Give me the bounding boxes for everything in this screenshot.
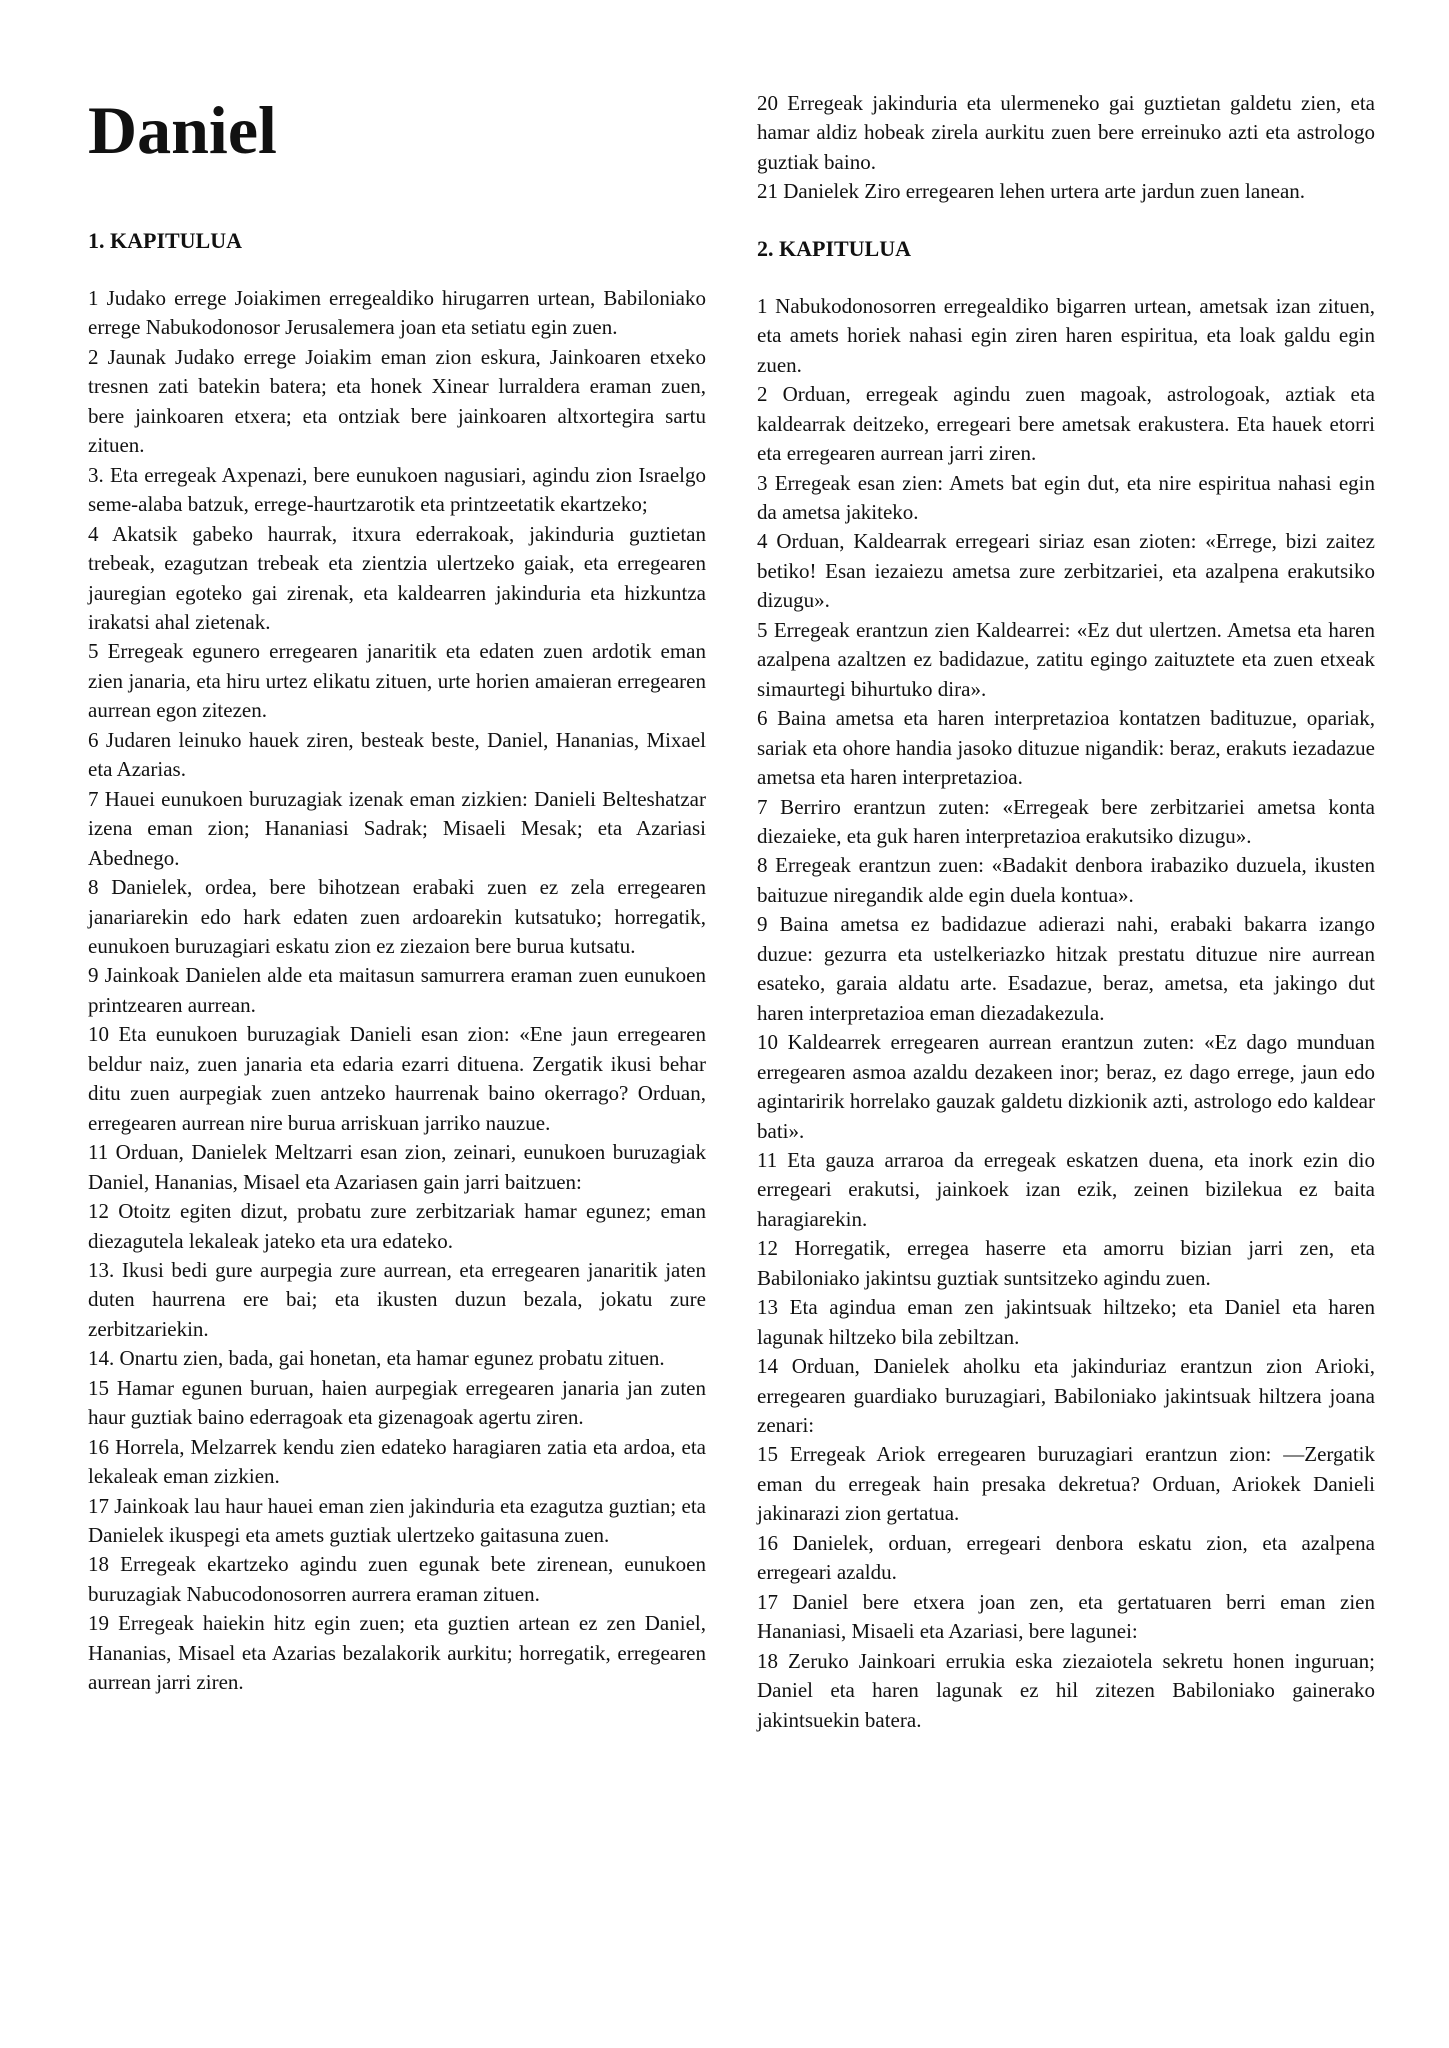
- chapter-2-heading: 2. KAPITULUA: [757, 235, 912, 261]
- verse-1-4: 4 Akatsik gabeko haurrak, itxura ederrakoak, jakinduria guztietan trebeak, ezagutzan trebeak eta zientzia ulertzeko gaiak, eta erregearen jauregian egoteko gai zirenak, eta kaldearren jakinduria eta hizkuntza irakatsi ahal zietenak.: [88, 521, 706, 634]
- verse-2-5: 5 Erregeak erantzun zien Kaldearrei: «Ez dut ulertzen. Ametsa eta haren azalpena azaltzen ez badidazue, zatitu egingo zaituztete eta zuen etxeak simaurtegi bihurtuko dira».: [757, 617, 1375, 701]
- verse-1-14: 14. Onartu zien, bada, gai honetan, eta hamar egunez probatu zituen.: [88, 1346, 665, 1371]
- verse-2-18: 18 Zeruko Jainkoari errukia eska ziezaiotela sekretu honen inguruan; Daniel eta haren lagunak ez hil zitezen Babiloniako gainerako jakintsuekin batera.: [757, 1648, 1375, 1732]
- verse-1-9: 9 Jainkoak Danielen alde eta maitasun samurrera eraman zuen eunukoen printzearen aurrean.: [88, 963, 706, 1017]
- right-column-flow: [757, 89, 1375, 1735]
- verse-2-2: 2 Orduan, erregeak agindu zuen magoak, astrologoak, aztiak eta kaldearrak deitzeko, erregeari bere ametsak erakustera. Eta hauek etorri eta erregearen aurrean jarri ziren.: [757, 382, 1375, 466]
- verse-1-12: 12 Otoitz egiten dizut, probatu zure zerbitzariak hamar egunez; eman diezagutela lekaleak jateko eta ura edateko.: [88, 1199, 706, 1253]
- verse-1-16: 16 Horrela, Melzarrek kendu zien edateko haragiaren zatia eta ardoa, eta lekaleak eman zizkien.: [88, 1434, 706, 1489]
- verse-1-6: 6 Judaren leinuko hauek ziren, besteak beste, Daniel, Hananias, Mixael eta Azarias.: [88, 727, 706, 782]
- verse-1-2: 2 Jaunak Judako errege Joiakim eman zion eskura, Jainkoaren etxeko tresnen zati batekin batera; eta honek Xinear lurraldera eraman zuen, bere jainkoaren etxera; eta ontziak bere jainkoaren altxortegira sartu zituen.: [88, 344, 706, 458]
- verse-2-7: 7 Berriro erantzun zuten: «Erregeak bere zerbitzariei ametsa konta diezaieke, eta guk haren interpretazioa erakutsiko dizugu».: [757, 794, 1375, 848]
- verse-1-3: 3. Eta erregeak Axpenazi, bere eunukoen nagusiari, agindu zion Israelgo seme-alaba batzuk, errege-haurtzarotik eta printzeetatik ekartzeko;: [88, 462, 706, 517]
- verse-2-8: 8 Erregeak erantzun zuen: «Badakit denbora irabaziko duzuela, ikusten baituzue niregandik alde egin duela kontua».: [757, 853, 1375, 907]
- verse-1-11: 11 Orduan, Danielek Meltzarri esan zion, zeinari, eunukoen buruzagiak Daniel, Hananias, Misael eta Azariasen gain jarri baitzuen:: [88, 1140, 706, 1194]
- chapter-1-section: [88, 227, 706, 1698]
- verse-1-19: 19 Erregeak haiekin hitz egin zuen; eta guztien artean ez zen Daniel, Hananias, Misael eta Azarias bezalakorik aurkitu; horregatik, erregearen aurrean jarri ziren.: [88, 1611, 706, 1695]
- verse-2-6: 6 Baina ametsa eta haren interpretazioa kontatzen badituzue, opariak, sariak eta ohore handia jasoko dituzue nigandik: beraz, erakuts iezadazue ametsa eta haren interpretazioa.: [757, 706, 1375, 790]
- verse-2-13: 13 Eta agindua eman zen jakintsuak hiltzeko; eta Daniel eta haren lagunak hiltzeko bila zebiltzan.: [757, 1295, 1375, 1349]
- verse-2-17: 17 Daniel bere etxera joan zen, eta gertatuaren berri eman zien Hananiasi, Misaeli eta Azariasi, bere lagunei:: [757, 1589, 1375, 1644]
- verse-1-13: 13. Ikusi bedi gure aurpegia zure aurrean, eta erregearen janaritik jaten duten haurrena ere bai; eta ikusten duzun bezala, jokatu zure zerbitzariekin.: [88, 1257, 706, 1341]
- verse-2-1: 1 Nabukodonosorren erregealdiko bigarren urtean, ametsak izan zituen, eta amets horiek nahasi egin ziren haren espiritua, eta loak galdu egin zuen.: [757, 293, 1375, 377]
- verse-1-7: 7 Hauei eunukoen buruzagiak izenak eman zizkien: Danieli Belteshatzar izena eman zion; Hananiasi Sadrak; Misaeli Mesak; eta Azariasi Abednego.: [88, 786, 706, 870]
- verse-1-10: 10 Eta eunukoen buruzagiak Danieli esan zion: «Ene jaun erregearen beldur naiz, zuen janaria eta edaria ezarri dituena. Zergatik ikusi behar ditu zuen aurpegiak zuen antzeko haurrenak baino okerrago? Orduan, erregearen aurrean nire burua arriskuan jarriko nauzue.: [88, 1022, 706, 1135]
- verse-1-5: 5 Erregeak egunero erregearen janaritik eta edaten zuen ardotik eman zien janaria, eta hiru urtez elikatu zituen, urte horien amaieran erregearen aurrean egon zitezen.: [88, 639, 706, 723]
- verse-2-16: 16 Danielek, orduan, erregeari denbora eskatu zion, eta azalpena erregeari azaldu.: [757, 1530, 1375, 1585]
- verse-1-15: 15 Hamar egunen buruan, haien aurpegiak erregearen janaria jan zuten haur guztiak baino ederragoak eta gizenagoak agertu ziren.: [88, 1375, 706, 1430]
- verse-1-21: 21 Danielek Ziro erregearen lehen urtera arte jardun zuen lanean.: [757, 179, 1306, 204]
- verse-1-1: 1 Judako errege Joiakimen erregealdiko hirugarren urtean, Babiloniako errege Nabukodonosor Jerusalemera joan eta setiatu egin zuen.: [88, 286, 706, 340]
- verse-1-8: 8 Danielek, ordea, bere bihotzean erabaki zuen ez zela erregearen janariarekin edo hark edaten zuen ardoarekin kutsatuko; horregatik, eunukoen buruzagiari eskatu zion ez ziezaion bere burua kutsatu.: [88, 875, 706, 958]
- chapter-1-heading: 1. KAPITULUA: [88, 228, 243, 253]
- book-title: Daniel: [88, 92, 277, 168]
- verse-2-15: 15 Erregeak Ariok erregearen buruzagiari erantzun zion: —Zergatik eman du erregeak hain presaka dekretua? Orduan, Ariokek Danieli jakinarazi zion gertatua.: [757, 1442, 1375, 1526]
- verse-2-10: 10 Kaldearrek erregearen aurrean erantzun zuten: «Ez dago munduan erregearen asmoa azaldu dezakeen inor; beraz, ez dago errege, jaun edo agintaririk horrelako gauzak galdetu dizkionik azti, astrologo edo kaldear bati».: [757, 1030, 1375, 1143]
- verse-2-4: 4 Orduan, Kaldearrak erregeari siriaz esan zioten: «Errege, bizi zaitez betiko! Esan iezaiezu ametsa zure zerbitzariei, eta azalpena erakutsiko dizugu».: [757, 529, 1375, 613]
- verse-1-17: 17 Jainkoak lau haur hauei eman zien jakinduria eta ezagutza guztian; eta Danielek ikuspegi eta amets guztiak ulertzeko gaitasuna zuen.: [88, 1493, 706, 1548]
- verse-1-18: 18 Erregeak ekartzeko agindu zuen egunak bete zirenean, eunukoen buruzagiak Nabucodonosorren aurrera eraman zituen.: [88, 1552, 706, 1606]
- verse-2-11: 11 Eta gauza arraroa da erregeak eskatzen duena, eta inork ezin dio erregeari erakutsi, jainkoek izan ezik, zeinen bizilekua ez baita haragiarekin.: [757, 1147, 1375, 1231]
- verse-2-14: 14 Orduan, Danielek aholku eta jakinduriaz erantzun zion Arioki, erregearen guardiako buruzagiari, Babiloniako jakintsuak hiltzera joana zenari:: [757, 1354, 1375, 1438]
- verse-2-3: 3 Erregeak esan zien: Amets bat egin dut, eta nire espiritua nahasi egin da ametsa jakiteko.: [757, 470, 1375, 524]
- verse-1-20: 20 Erregeak jakinduria eta ulermeneko gai guztietan galdetu zien, eta hamar aldiz hobeak zirela aurkitu zuen bere erreinuko azti eta astrologo guztiak baino.: [757, 91, 1375, 174]
- verse-2-9: 9 Baina ametsa ez badidazue adierazi nahi, erabaki bakarra izango duzue: gezurra eta ustelkeriazko hitzak prestatu dituzue nire aurrean esateko, garaia aldatu arte. Esadazue, beraz, ametsa, eta jakingo dut haren interpretazioa eman diezadakezula.: [757, 912, 1375, 1025]
- verse-2-12: 12 Horregatik, erregea haserre eta amorru bizian jarri zen, eta Babiloniako jakintsu guztiak suntsitzeko agindu zuen.: [757, 1236, 1375, 1290]
